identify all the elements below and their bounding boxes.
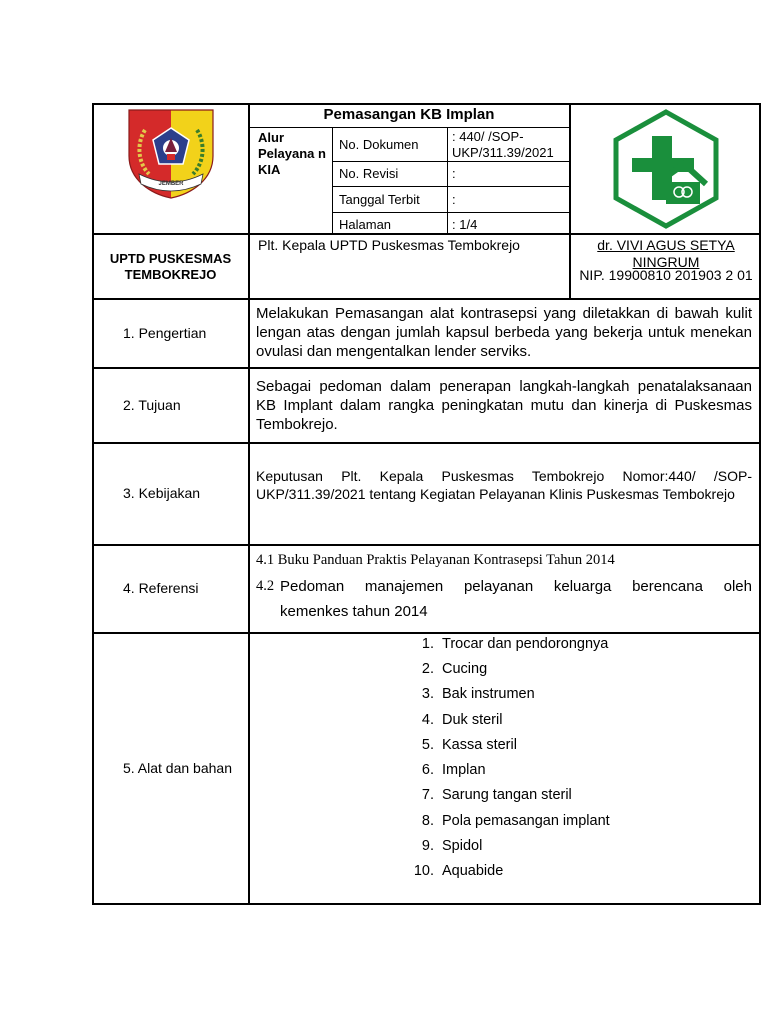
rule-meta-2 <box>332 186 569 187</box>
rule-sec-1 <box>92 298 760 300</box>
jember-emblem-logo <box>125 108 217 200</box>
list-item: 3. Bak instrumen <box>421 686 535 703</box>
list-item: 10. Aquabide <box>413 863 504 880</box>
rule-meta-value-col <box>447 127 448 234</box>
meta-label-revision: No. Revisi <box>339 166 399 181</box>
meta-value-issue-date: : <box>452 192 456 207</box>
rule-right <box>759 103 761 905</box>
rule-bottom <box>92 903 760 905</box>
list-item: 7. Sarung tangan steril <box>421 787 572 804</box>
rule-meta-1 <box>332 161 569 162</box>
signer-nip: NIP. 19900810 201903 2 01 <box>579 267 753 283</box>
list-item: 2. Cucing <box>421 660 488 677</box>
document-title: Pemasangan KB Implan <box>323 106 495 123</box>
list-item: 8. Pola pemasangan implant <box>421 812 610 829</box>
reference-1: 4.1 Buku Panduan Praktis Pelayanan Kontrasepsi Tahun 2014 <box>256 552 615 568</box>
meta-label-doc-number: No. Dokumen <box>339 137 419 152</box>
reference-2-line2: kemenkes tahun 2014 <box>280 603 428 620</box>
signer-name: dr. VIVI AGUS SETYA NINGRUM <box>597 237 735 270</box>
section-label-tujuan: 2. Tujuan <box>123 397 181 413</box>
section-text-pengertian: Melakukan Pemasangan alat kontrasepsi yang diletakkan di bawah kulit lengan atas dengan jumlah kapsul berbeda yang bekerja untuk menekan ovulasi dan mengentalkan lender serviks. <box>256 305 752 360</box>
section-label-referensi: 4. Referensi <box>123 580 199 596</box>
list-item: 1. Trocar dan pendorongnya <box>421 635 609 652</box>
rule-meta-col <box>332 127 333 234</box>
puskesmas-logo <box>610 108 722 230</box>
list-item: 5. Kassa steril <box>421 736 517 753</box>
org-name: UPTD PUSKESMAS TEMBOKREJO <box>109 251 232 282</box>
emblem-ribbon-text: JEMBER <box>158 181 184 187</box>
list-item: 9. Spidol <box>421 838 483 855</box>
section-label-alat: 5. Alat dan bahan <box>123 760 232 776</box>
alur-label: Alur Pelayana n KIA <box>258 130 326 177</box>
rule-left <box>92 103 94 905</box>
signer-title: Plt. Kepala UPTD Puskesmas Tembokrejo <box>258 237 520 253</box>
rule-meta-3 <box>332 212 569 213</box>
section-text-kebijakan: Keputusan Plt. Kepala Puskesmas Tembokrejo Nomor:440/ /SOP-UKP/311.39/2021 tentang Kegiatan Pelayanan Klinis Puskesmas Tembokrejo <box>256 468 752 502</box>
list-item: 6. Implan <box>421 762 486 779</box>
rule-title-bottom <box>249 127 569 128</box>
list-item: 4. Duk steril <box>421 711 503 728</box>
meta-value-page: : 1/4 <box>452 217 478 232</box>
rule-header-bottom <box>92 233 760 235</box>
rule-sec-3 <box>92 442 760 444</box>
rule-col-logo <box>569 103 571 299</box>
rule-sec-2 <box>92 367 760 369</box>
meta-label-issue-date: Tanggal Terbit <box>339 192 420 207</box>
section-label-kebijakan: 3. Kebijakan <box>123 485 201 501</box>
meta-value-doc-number: : 440/ /SOP-UKP/311.39/2021 <box>452 129 554 160</box>
section-text-tujuan: Sebagai pedoman dalam penerapan langkah-langkah penatalaksanaan KB Implant dalam rangka peningkatan mutu dan kinerja di Puskesmas Tembokrejo. <box>256 378 752 433</box>
rule-col1 <box>248 103 250 905</box>
reference-2-number: 4.2 <box>256 578 275 594</box>
meta-label-page: Halaman <box>339 217 392 232</box>
meta-value-revision: : <box>452 166 456 181</box>
section-label-pengertian: 1. Pengertian <box>123 325 207 341</box>
rule-sec-4 <box>92 544 760 546</box>
equipment-list <box>410 631 750 884</box>
reference-2-line1: Pedoman manajemen pelayanan keluarga berencana oleh <box>280 578 752 595</box>
